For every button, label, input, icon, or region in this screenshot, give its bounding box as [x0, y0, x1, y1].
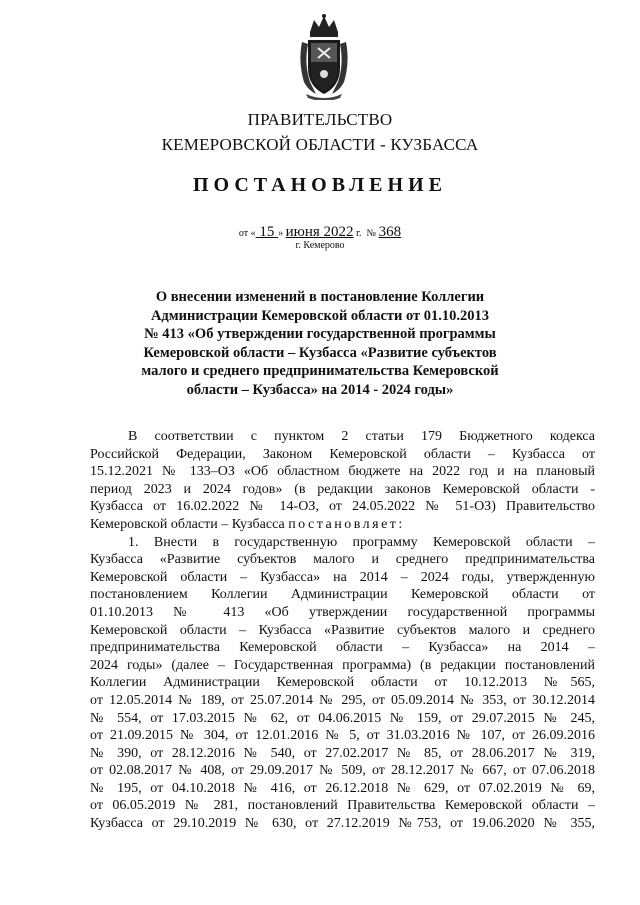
title-line: малого и среднего предпринимательства Кемеровской: [141, 363, 499, 380]
title-line: области – Кузбасса» на 2014 - 2024 годы»: [186, 381, 454, 398]
body-line: 15.12.2021 № 133–ОЗ «Об областном бюджете на 2022 год и на плановый: [90, 464, 595, 480]
body-line: постановлением Коллегии Администрации Кемеровской области от: [90, 587, 595, 603]
body-line: предпринимательства Кемеровской области – Кузбасса» на 2014 –: [90, 640, 595, 656]
government-name-line2: КЕМЕРОВСКОЙ ОБЛАСТИ - КУЗБАССА: [161, 135, 479, 154]
year-suffix: г.: [356, 228, 362, 239]
body-line: 01.10.2013 № 413 «Об утверждении государственной программы: [90, 604, 595, 620]
document-title: [110, 288, 530, 400]
body-line: В соответствии с пунктом 2 статьи 179 Бюджетного кодекса: [128, 429, 595, 444]
body-line: № 195, от 04.10.2018 № 416, от 26.12.2018 № 629, от 07.02.2019 № 69,: [90, 780, 595, 796]
body-line: Кузбасса от 16.02.2022 № 14-ОЗ, от 24.05.2022 № 51-ОЗ) Правительство: [90, 499, 595, 515]
date-sep: »: [278, 228, 284, 239]
title-line: Администрации Кемеровской области от 01.10.2013: [150, 307, 490, 324]
document-body: [90, 428, 595, 833]
date-day: 15: [259, 224, 275, 240]
body-line: от 21.09.2015 № 304, от 12.01.2016 № 5, от 31.03.2016 № 107, от 26.09.2016: [90, 728, 595, 744]
date-month-year: июня 2022: [285, 224, 354, 240]
body-line: Кузбасса «Развитие субъектов малого и среднего предпринимательства: [90, 552, 595, 568]
body-line: 1. Внести в государственную программу Кемеровской области –: [128, 534, 595, 550]
body-line: от 06.05.2019 № 281, постановлений Правительства Кемеровской области –: [90, 798, 595, 814]
coat-of-arms-icon: [296, 12, 352, 100]
body-line: № 554, от 17.03.2015 № 62, от 04.06.2015 № 159, от 29.07.2015 № 245,: [90, 710, 595, 726]
date-prefix: от «: [238, 228, 256, 239]
body-line: Кузбасса от 29.10.2019 № 630, от 27.12.2019 №753, от 19.06.2020 № 355,: [90, 816, 595, 832]
body-line: Кемеровской области – Кузбасса «Развитие субъектов малого и среднего: [90, 622, 595, 638]
body-line: от 12.05.2014 № 189, от 25.07.2014 № 295, от 05.09.2014 № 353, от 30.12.2014: [90, 692, 595, 708]
document-type: ПОСТАНОВЛЕНИЕ: [193, 174, 447, 196]
body-line: Кемеровской области – Кузбасса» на 2014 – 2024 годы, утвержденную: [90, 569, 595, 585]
title-line: Кемеровской области – Кузбасса «Развитие субъектов: [143, 344, 497, 361]
government-name-line1: ПРАВИТЕЛЬСТВО: [247, 110, 393, 129]
title-line: О внесении изменений в постановление Коллегии: [155, 289, 485, 305]
body-line: Кемеровской области – Кузбасса постановляет:: [90, 516, 405, 532]
body-line: период 2023 и 2024 годов» (в редакции законов Кемеровской области -: [90, 481, 595, 497]
body-line: 2024 годы» (далее – Государственная программа) (в редакции постановлений: [90, 657, 595, 673]
body-line: № 390, от 28.12.2016 № 540, от 27.02.2017 № 85, от 28.06.2017 № 319,: [90, 745, 595, 761]
title-line: № 413 «Об утверждении государственной программы: [144, 326, 496, 343]
body-line: Коллегии Администрации Кемеровской области от 10.12.2013 №565,: [90, 675, 595, 691]
resolves-word: постановляет:: [288, 516, 405, 532]
number-label: №: [366, 228, 377, 239]
body-line: Российской Федерации, Законом Кемеровской области – Кузбасса от: [90, 446, 595, 462]
document-number: 368: [378, 224, 402, 240]
city: г. Кемерово: [295, 240, 345, 251]
body-line: от 02.08.2017 № 408, от 29.09.2017 № 509, от 28.12.2017 № 667, от 07.06.2018: [90, 763, 595, 779]
